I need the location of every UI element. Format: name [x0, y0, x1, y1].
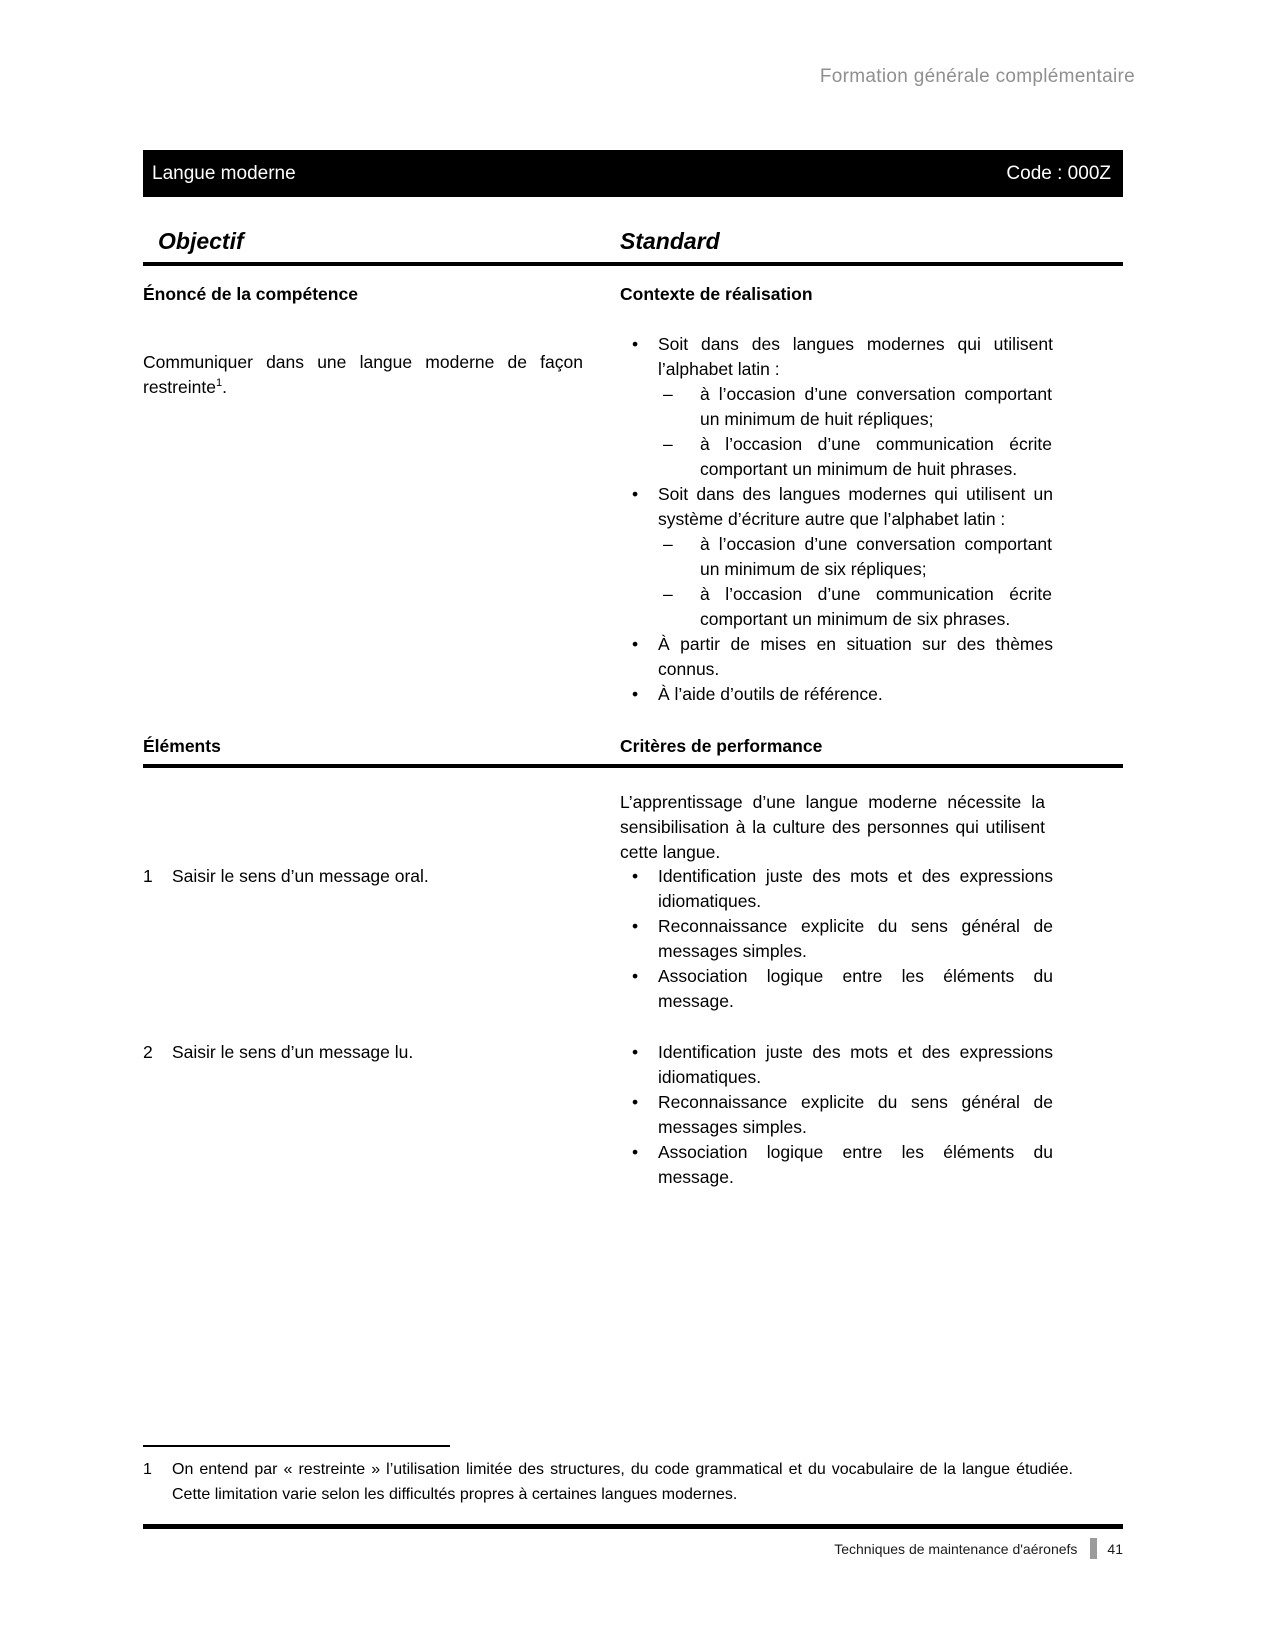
- footer-label: Techniques de maintenance d'aéronefs: [834, 1540, 1078, 1557]
- list-item: [620, 864, 1060, 914]
- dash-icon: –: [663, 534, 673, 554]
- list-item: [620, 1090, 1060, 1140]
- enonce-text: Communiquer dans une langue moderne de façon restreinte: [143, 351, 583, 397]
- bullet-icon: •: [632, 1142, 639, 1162]
- elements-heading: Éléments: [143, 736, 221, 756]
- list-item: [620, 582, 1060, 632]
- dash-icon: –: [663, 384, 673, 404]
- element-text: Saisir le sens d’un message lu.: [172, 1042, 414, 1062]
- footnote: [143, 1457, 1073, 1507]
- enonce-paragraph: [143, 350, 583, 400]
- criteres-intro: L’apprentissage d’une langue moderne nécessite la sensibilisation à la culture des personnes qui utilisent cette langue.: [620, 792, 1045, 862]
- bullet-icon: •: [632, 1092, 639, 1112]
- column-headers: [143, 228, 1123, 266]
- column-header-objectif: Objectif: [158, 228, 244, 254]
- list-item: [620, 1040, 1060, 1090]
- bullet-icon: •: [632, 684, 639, 704]
- list-item: [620, 682, 1060, 707]
- footnote-number: 1: [143, 1461, 152, 1478]
- footer-divider: [1090, 1538, 1097, 1559]
- elements-criteres-headers: [143, 736, 1123, 768]
- column-header-standard: Standard: [620, 228, 720, 254]
- dash-icon: –: [663, 584, 673, 604]
- list-item-text: Reconnaissance explicite du sens général de messages simples.: [658, 1092, 1053, 1137]
- bullet-icon: •: [632, 1042, 639, 1062]
- element-item: [143, 1040, 593, 1065]
- enonce-heading: Énoncé de la compétence: [143, 284, 358, 304]
- element-number: 1: [143, 866, 153, 886]
- list-item: [620, 632, 1060, 682]
- course-code: Code : 000Z: [1006, 162, 1111, 184]
- list-item: [620, 532, 1060, 582]
- list-item-text: Association logique entre les éléments du message.: [658, 966, 1053, 1011]
- list-item: [620, 914, 1060, 964]
- list-item-text: à l’occasion d’une communication écrite comportant un minimum de huit phrases.: [700, 434, 1052, 479]
- footnote-text: On entend par « restreinte » l’utilisation limitée des structures, du code grammatical et du vocabulaire de la langue étudiée. Cette limitation varie selon les difficultés propres à certaines langues modernes.: [172, 1461, 1073, 1503]
- list-item-text: Association logique entre les éléments du message.: [658, 1142, 1053, 1187]
- bullet-icon: •: [632, 966, 639, 986]
- dash-icon: –: [663, 434, 673, 454]
- footnote-reference: 1: [215, 376, 223, 389]
- list-item: [620, 964, 1060, 1014]
- footer: [834, 1538, 1123, 1559]
- element-text: Saisir le sens d’un message oral.: [172, 866, 429, 886]
- criteres-heading: Critères de performance: [620, 736, 823, 756]
- contexte-list: [620, 332, 1060, 707]
- list-item: [620, 482, 1060, 532]
- list-item: [620, 332, 1060, 382]
- element-number: 2: [143, 1042, 153, 1062]
- course-title: Langue moderne: [152, 162, 296, 184]
- bullet-icon: •: [632, 634, 639, 654]
- list-item: [620, 432, 1060, 482]
- contexte-heading: Contexte de réalisation: [620, 284, 813, 304]
- running-head: Formation générale complémentaire: [819, 66, 1135, 87]
- page-number: 41: [1107, 1540, 1123, 1557]
- list-item-text: à l’occasion d’une conversation comportant un minimum de six répliques;: [700, 534, 1052, 579]
- list-item-text: À l’aide d’outils de référence.: [658, 684, 883, 704]
- enonce-text-end: .: [222, 376, 227, 397]
- list-item-text: Identification juste des mots et des expressions idiomatiques.: [658, 1042, 1053, 1087]
- criteres-list-element1: [620, 864, 1060, 1014]
- list-item-text: Soit dans des langues modernes qui utilisent l’alphabet latin :: [658, 334, 1053, 379]
- list-item-text: à l’occasion d’une conversation comportant un minimum de huit répliques;: [700, 384, 1052, 429]
- criteres-list-element2: [620, 1040, 1060, 1190]
- list-item: [620, 382, 1060, 432]
- bullet-icon: •: [632, 916, 639, 936]
- list-item-text: Identification juste des mots et des expressions idiomatiques.: [658, 866, 1053, 911]
- element-item: [143, 864, 593, 889]
- list-item-text: à l’occasion d’une communication écrite comportant un minimum de six phrases.: [700, 584, 1052, 629]
- title-bar: [143, 150, 1123, 197]
- list-item: [620, 1140, 1060, 1190]
- bullet-icon: •: [632, 334, 639, 354]
- list-item-text: Soit dans des langues modernes qui utilisent un système d’écriture autre que l’alphabet latin :: [658, 484, 1053, 529]
- bullet-icon: •: [632, 866, 639, 886]
- list-item-text: À partir de mises en situation sur des thèmes connus.: [658, 634, 1053, 679]
- footer-rule: [143, 1524, 1123, 1529]
- bullet-icon: •: [632, 484, 639, 504]
- list-item-text: Reconnaissance explicite du sens général de messages simples.: [658, 916, 1053, 961]
- footnote-separator: [143, 1445, 450, 1447]
